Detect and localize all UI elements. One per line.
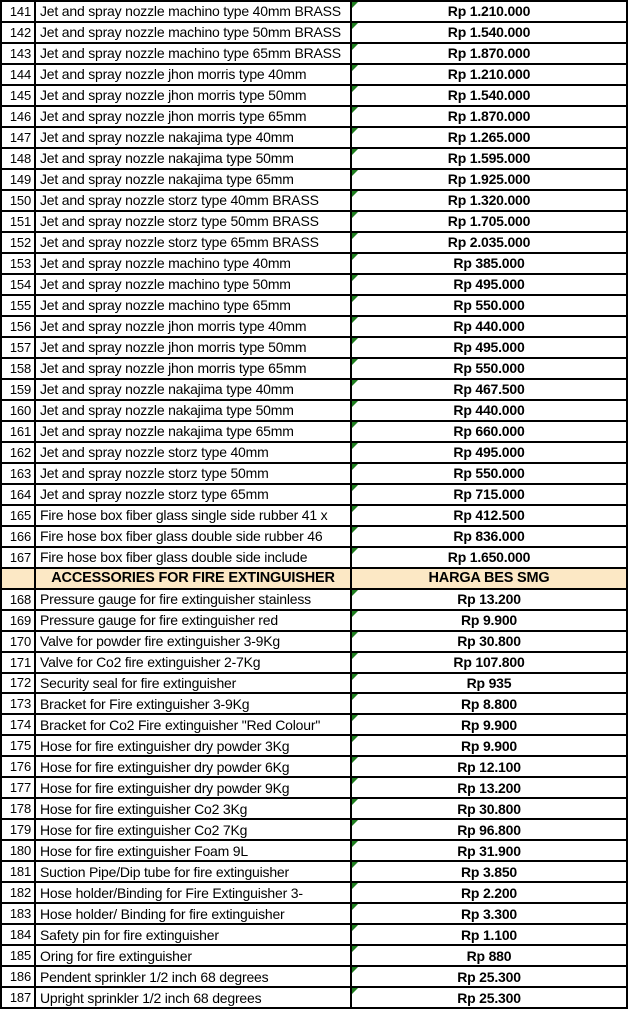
item-description-cell[interactable]: Hose for fire extinguisher dry powder 9Kg: [36, 778, 352, 797]
row-number-cell[interactable]: 170: [2, 632, 36, 651]
section-title[interactable]: ACCESSORIES FOR FIRE EXTINGUISHER: [36, 569, 352, 588]
table-row: [2, 778, 626, 799]
item-description-cell[interactable]: Jet and spray nozzle machino type 50mm: [36, 275, 352, 294]
item-price-cell[interactable]: Rp 13.200: [352, 778, 626, 797]
item-price-cell[interactable]: Rp 1.650.000: [352, 548, 626, 567]
table-row: [2, 862, 626, 883]
item-price-cell[interactable]: Rp 30.800: [352, 799, 626, 818]
item-price-cell[interactable]: Rp 1.265.000: [352, 128, 626, 147]
table-row: [2, 988, 626, 1007]
item-description-cell[interactable]: Jet and spray nozzle nakajima type 65mm: [36, 170, 352, 189]
item-price-cell[interactable]: Rp 495.000: [352, 275, 626, 294]
item-price-cell[interactable]: Rp 550.000: [352, 464, 626, 483]
item-description-cell[interactable]: Bracket for Fire extinguisher 3-9Kg: [36, 694, 352, 713]
item-description-cell[interactable]: Suction Pipe/Dip tube for fire extinguisher: [36, 862, 352, 881]
item-price-cell[interactable]: Rp 495.000: [352, 443, 626, 462]
table-row: [2, 694, 626, 715]
item-price-cell[interactable]: Rp 31.900: [352, 841, 626, 860]
table-row: [2, 149, 626, 170]
item-description-cell[interactable]: Jet and spray nozzle storz type 40mm BRASS: [36, 191, 352, 210]
error-indicator-icon: [352, 296, 358, 302]
row-number-cell[interactable]: 182: [2, 883, 36, 902]
table-row: [2, 212, 626, 233]
item-price-cell[interactable]: Rp 9.900: [352, 736, 626, 755]
item-price-cell[interactable]: Rp 440.000: [352, 317, 626, 336]
item-description-cell[interactable]: Jet and spray nozzle storz type 50mm: [36, 464, 352, 483]
item-price-cell[interactable]: Rp 1.870.000: [352, 107, 626, 126]
item-price-cell[interactable]: Rp 3.850: [352, 862, 626, 881]
table-row: [2, 674, 626, 695]
error-indicator-icon: [352, 317, 358, 323]
item-description-cell[interactable]: Hose holder/Binding for Fire Extinguisher 3-: [36, 883, 352, 902]
table-row: [2, 967, 626, 988]
table-row: [2, 275, 626, 296]
item-price-cell[interactable]: Rp 3.300: [352, 904, 626, 923]
row-number-cell[interactable]: 150: [2, 191, 36, 210]
error-indicator-icon: [352, 674, 358, 680]
table-row: [2, 820, 626, 841]
item-price-cell[interactable]: Rp 107.800: [352, 653, 626, 672]
row-number-cell[interactable]: 177: [2, 778, 36, 797]
error-indicator-icon: [352, 128, 358, 134]
item-price-cell[interactable]: Rp 9.900: [352, 715, 626, 734]
table-row: [2, 443, 626, 464]
table-row: [2, 422, 626, 443]
item-price-cell[interactable]: Rp 25.300: [352, 988, 626, 1007]
error-indicator-icon: [352, 799, 358, 805]
table-row: [2, 296, 626, 317]
item-description-cell[interactable]: Jet and spray nozzle storz type 50mm BRASS: [36, 212, 352, 231]
row-number-cell[interactable]: 160: [2, 401, 36, 420]
error-indicator-icon: [352, 44, 358, 50]
table-row: [2, 799, 626, 820]
table-row: [2, 946, 626, 967]
row-number-cell[interactable]: 168: [2, 590, 36, 609]
row-number-cell[interactable]: 162: [2, 443, 36, 462]
row-number-cell[interactable]: 151: [2, 212, 36, 231]
row-number-cell[interactable]: 163: [2, 464, 36, 483]
table-row: [2, 485, 626, 506]
item-description-cell[interactable]: Jet and spray nozzle storz type 65mm: [36, 485, 352, 504]
item-price-cell[interactable]: Rp 935: [352, 674, 626, 693]
row-number-cell[interactable]: 172: [2, 674, 36, 693]
error-indicator-icon: [352, 925, 358, 931]
item-description-cell[interactable]: Fire hose box fiber glass single side rubber 41 x: [36, 506, 352, 525]
row-number-cell[interactable]: 156: [2, 317, 36, 336]
row-number-cell[interactable]: 148: [2, 149, 36, 168]
error-indicator-icon: [352, 149, 358, 155]
table-row: [2, 590, 626, 611]
item-description-cell[interactable]: Oring for fire extinguisher: [36, 946, 352, 965]
error-indicator-icon: [352, 422, 358, 428]
item-description-cell[interactable]: Jet and spray nozzle nakajima type 40mm: [36, 380, 352, 399]
row-number-cell[interactable]: 176: [2, 757, 36, 776]
item-description-cell[interactable]: Hose for fire extinguisher Foam 9L: [36, 841, 352, 860]
item-price-cell[interactable]: Rp 1.210.000: [352, 2, 626, 21]
error-indicator-icon: [352, 653, 358, 659]
row-number-cell[interactable]: 142: [2, 23, 36, 42]
item-description-cell[interactable]: Hose holder/ Binding for fire extinguisher: [36, 904, 352, 923]
table-row: [2, 904, 626, 925]
row-number-cell[interactable]: 155: [2, 296, 36, 315]
error-indicator-icon: [352, 611, 358, 617]
error-indicator-icon: [352, 107, 358, 113]
row-number-cell[interactable]: 159: [2, 380, 36, 399]
item-description-cell[interactable]: Jet and spray nozzle jhon morris type 40mm: [36, 317, 352, 336]
item-description-cell[interactable]: Jet and spray nozzle machino type 40mm BRASS: [36, 2, 352, 21]
table-row: [2, 107, 626, 128]
row-number-cell[interactable]: 169: [2, 611, 36, 630]
item-price-cell[interactable]: Rp 880: [352, 946, 626, 965]
error-indicator-icon: [352, 464, 358, 470]
table-row: [2, 715, 626, 736]
row-number-cell[interactable]: 145: [2, 86, 36, 105]
item-price-cell[interactable]: Rp 467.500: [352, 380, 626, 399]
item-price-cell[interactable]: Rp 1.870.000: [352, 44, 626, 63]
row-number-cell[interactable]: 171: [2, 653, 36, 672]
row-number-cell[interactable]: 143: [2, 44, 36, 63]
row-number-cell[interactable]: 167: [2, 548, 36, 567]
error-indicator-icon: [352, 254, 358, 260]
row-number-cell[interactable]: 175: [2, 736, 36, 755]
table-row: [2, 401, 626, 422]
table-row: [2, 925, 626, 946]
item-price-cell[interactable]: Rp 12.100: [352, 757, 626, 776]
item-description-cell[interactable]: Jet and spray nozzle machino type 40mm: [36, 254, 352, 273]
item-description-cell[interactable]: Hose for fire extinguisher Co2 7Kg: [36, 820, 352, 839]
error-indicator-icon: [352, 275, 358, 281]
row-number-cell[interactable]: 146: [2, 107, 36, 126]
row-number-cell[interactable]: 174: [2, 715, 36, 734]
row-number-cell[interactable]: 157: [2, 338, 36, 357]
table-row: [2, 359, 626, 380]
item-description-cell[interactable]: Jet and spray nozzle machino type 65mm: [36, 296, 352, 315]
row-number-cell[interactable]: 181: [2, 862, 36, 881]
item-price-cell[interactable]: Rp 1.540.000: [352, 23, 626, 42]
row-number-cell[interactable]: 144: [2, 65, 36, 84]
table-row: [2, 464, 626, 485]
row-number-cell[interactable]: 141: [2, 2, 36, 21]
error-indicator-icon: [352, 841, 358, 847]
item-price-cell[interactable]: Rp 30.800: [352, 632, 626, 651]
error-indicator-icon: [352, 736, 358, 742]
table-row: [2, 632, 626, 653]
row-number-cell[interactable]: 187: [2, 988, 36, 1007]
item-description-cell[interactable]: Jet and spray nozzle jhon morris type 65mm: [36, 359, 352, 378]
item-description-cell[interactable]: Pressure gauge for fire extinguisher stainless: [36, 590, 352, 609]
item-description-cell[interactable]: Jet and spray nozzle nakajima type 65mm: [36, 422, 352, 441]
error-indicator-icon: [352, 988, 358, 994]
table-row: [2, 128, 626, 149]
row-number-cell[interactable]: 166: [2, 527, 36, 546]
section-row-number-cell[interactable]: [2, 569, 36, 588]
row-number-cell[interactable]: 147: [2, 128, 36, 147]
item-price-cell[interactable]: Rp 96.800: [352, 820, 626, 839]
row-number-cell[interactable]: 154: [2, 275, 36, 294]
table-row: [2, 841, 626, 862]
table-row: [2, 653, 626, 674]
item-description-cell[interactable]: Bracket for Co2 Fire extinguisher "Red Colour": [36, 715, 352, 734]
row-number-cell[interactable]: 149: [2, 170, 36, 189]
error-indicator-icon: [352, 401, 358, 407]
item-price-cell[interactable]: Rp 495.000: [352, 338, 626, 357]
table-row: [2, 44, 626, 65]
item-price-cell[interactable]: Rp 13.200: [352, 590, 626, 609]
error-indicator-icon: [352, 233, 358, 239]
table-row: [2, 65, 626, 86]
item-description-cell[interactable]: Hose for fire extinguisher dry powder 3Kg: [36, 736, 352, 755]
row-number-cell[interactable]: 186: [2, 967, 36, 986]
table-row: [2, 338, 626, 359]
item-description-cell[interactable]: Pendent sprinkler 1/2 inch 68 degrees: [36, 967, 352, 986]
row-number-cell[interactable]: 183: [2, 904, 36, 923]
error-indicator-icon: [352, 23, 358, 29]
table-row: [2, 254, 626, 275]
item-description-cell[interactable]: Jet and spray nozzle jhon morris type 40mm: [36, 65, 352, 84]
error-indicator-icon: [352, 883, 358, 889]
item-price-cell[interactable]: Rp 836.000: [352, 527, 626, 546]
row-number-cell[interactable]: 152: [2, 233, 36, 252]
item-price-cell[interactable]: Rp 1.210.000: [352, 65, 626, 84]
item-description-cell[interactable]: Jet and spray nozzle machino type 50mm BRASS: [36, 23, 352, 42]
table-row: [2, 611, 626, 632]
table-row: [2, 317, 626, 338]
error-indicator-icon: [352, 967, 358, 973]
item-description-cell[interactable]: Jet and spray nozzle machino type 65mm BRASS: [36, 44, 352, 63]
item-description-cell[interactable]: Fire hose box fiber glass double side include: [36, 548, 352, 567]
error-indicator-icon: [352, 170, 358, 176]
item-price-cell[interactable]: Rp 1.540.000: [352, 86, 626, 105]
table-row: [2, 2, 626, 23]
item-price-cell[interactable]: Rp 715.000: [352, 485, 626, 504]
item-description-cell[interactable]: Safety pin for fire extinguisher: [36, 925, 352, 944]
item-description-cell[interactable]: Jet and spray nozzle jhon morris type 65mm: [36, 107, 352, 126]
item-price-cell[interactable]: Rp 412.500: [352, 506, 626, 525]
table-row: [2, 757, 626, 778]
error-indicator-icon: [352, 359, 358, 365]
item-description-cell[interactable]: Jet and spray nozzle storz type 65mm BRASS: [36, 233, 352, 252]
item-description-cell[interactable]: Jet and spray nozzle storz type 40mm: [36, 443, 352, 462]
item-price-cell[interactable]: Rp 9.900: [352, 611, 626, 630]
error-indicator-icon: [352, 338, 358, 344]
item-price-cell[interactable]: Rp 2.035.000: [352, 233, 626, 252]
item-price-cell[interactable]: Rp 2.200: [352, 883, 626, 902]
table-row: [2, 736, 626, 757]
table-row: [2, 380, 626, 401]
item-description-cell[interactable]: Hose for fire extinguisher dry powder 6Kg: [36, 757, 352, 776]
row-number-cell[interactable]: 178: [2, 799, 36, 818]
item-description-cell[interactable]: Valve for Co2 fire extinguisher 2-7Kg: [36, 653, 352, 672]
table-row: [2, 883, 626, 904]
item-description-cell[interactable]: Jet and spray nozzle nakajima type 50mm: [36, 149, 352, 168]
error-indicator-icon: [352, 715, 358, 721]
item-description-cell[interactable]: Fire hose box fiber glass double side rubber 46: [36, 527, 352, 546]
table-row: [2, 233, 626, 254]
error-indicator-icon: [352, 778, 358, 784]
error-indicator-icon: [352, 590, 358, 596]
item-description-cell[interactable]: Hose for fire extinguisher Co2 3Kg: [36, 799, 352, 818]
item-description-cell[interactable]: Jet and spray nozzle nakajima type 40mm: [36, 128, 352, 147]
item-price-cell[interactable]: Rp 550.000: [352, 359, 626, 378]
error-indicator-icon: [352, 443, 358, 449]
item-price-cell[interactable]: Rp 25.300: [352, 967, 626, 986]
item-description-cell[interactable]: Security seal for fire extinguisher: [36, 674, 352, 693]
error-indicator-icon: [352, 191, 358, 197]
error-indicator-icon: [352, 380, 358, 386]
table-row: [2, 506, 626, 527]
item-description-cell[interactable]: Upright sprinkler 1/2 inch 68 degrees: [36, 988, 352, 1007]
item-price-cell[interactable]: Rp 1.595.000: [352, 149, 626, 168]
error-indicator-icon: [352, 904, 358, 910]
error-indicator-icon: [352, 86, 358, 92]
item-description-cell[interactable]: Valve for powder fire extinguisher 3-9Kg: [36, 632, 352, 651]
item-price-cell[interactable]: Rp 440.000: [352, 401, 626, 420]
error-indicator-icon: [352, 820, 358, 826]
table-row: [2, 527, 626, 548]
error-indicator-icon: [352, 946, 358, 952]
item-description-cell[interactable]: Jet and spray nozzle jhon morris type 50mm: [36, 86, 352, 105]
item-description-cell[interactable]: Jet and spray nozzle nakajima type 50mm: [36, 401, 352, 420]
table-row: [2, 23, 626, 44]
error-indicator-icon: [352, 632, 358, 638]
error-indicator-icon: [352, 757, 358, 763]
error-indicator-icon: [352, 506, 358, 512]
item-price-cell[interactable]: Rp 550.000: [352, 296, 626, 315]
error-indicator-icon: [352, 2, 358, 8]
price-column-header[interactable]: HARGA BES SMG: [352, 569, 626, 588]
item-price-cell[interactable]: Rp 1.320.000: [352, 191, 626, 210]
item-price-cell[interactable]: Rp 8.800: [352, 694, 626, 713]
row-number-cell[interactable]: 173: [2, 694, 36, 713]
row-number-cell[interactable]: 158: [2, 359, 36, 378]
row-number-cell[interactable]: 165: [2, 506, 36, 525]
error-indicator-icon: [352, 694, 358, 700]
item-price-cell[interactable]: Rp 660.000: [352, 422, 626, 441]
row-number-cell[interactable]: 161: [2, 422, 36, 441]
error-indicator-icon: [352, 548, 358, 554]
item-price-cell[interactable]: Rp 1.705.000: [352, 212, 626, 231]
row-number-cell[interactable]: 184: [2, 925, 36, 944]
item-description-cell[interactable]: Jet and spray nozzle jhon morris type 50mm: [36, 338, 352, 357]
row-number-cell[interactable]: 185: [2, 946, 36, 965]
table-row: [2, 548, 626, 569]
row-number-cell[interactable]: 153: [2, 254, 36, 273]
error-indicator-icon: [352, 485, 358, 491]
error-indicator-icon: [352, 862, 358, 868]
item-description-cell[interactable]: Pressure gauge for fire extinguisher red: [36, 611, 352, 630]
item-price-cell[interactable]: Rp 1.925.000: [352, 170, 626, 189]
item-price-cell[interactable]: Rp 385.000: [352, 254, 626, 273]
row-number-cell[interactable]: 179: [2, 820, 36, 839]
section-header-row: [2, 569, 626, 590]
error-indicator-icon: [352, 212, 358, 218]
item-price-cell[interactable]: Rp 1.100: [352, 925, 626, 944]
error-indicator-icon: [352, 527, 358, 533]
error-indicator-icon: [352, 65, 358, 71]
row-number-cell[interactable]: 180: [2, 841, 36, 860]
table-row: [2, 170, 626, 191]
table-row: [2, 86, 626, 107]
table-row: [2, 191, 626, 212]
row-number-cell[interactable]: 164: [2, 485, 36, 504]
